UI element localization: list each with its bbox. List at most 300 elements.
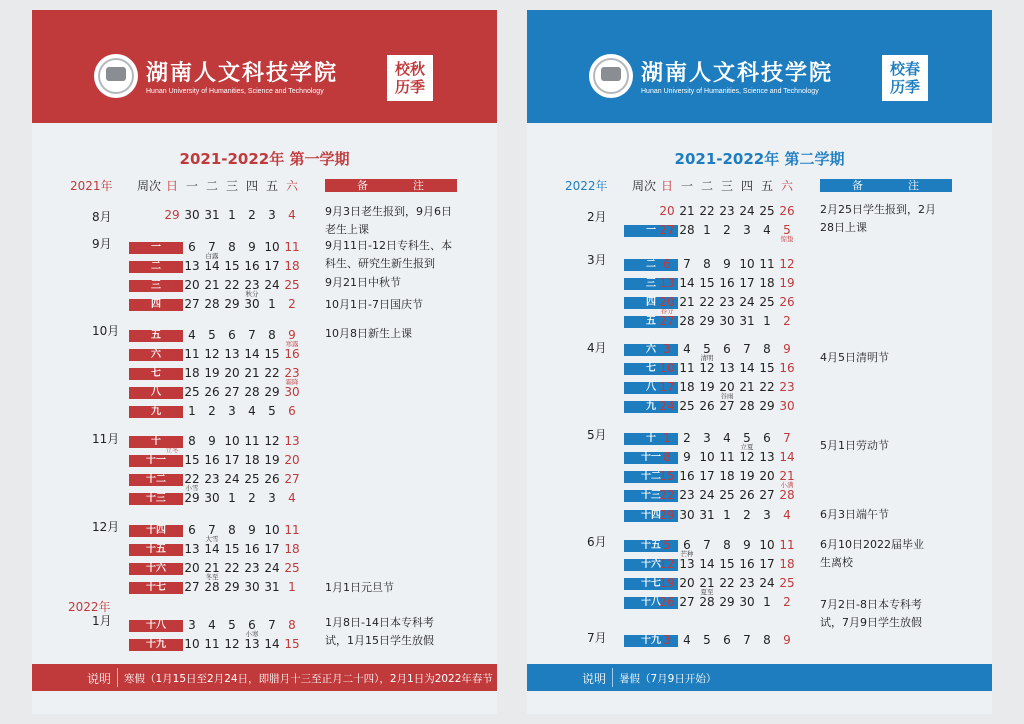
date-cell: 4 <box>288 208 296 222</box>
university-name-en: Hunan University of Humanities, Science and Technology <box>641 88 819 95</box>
week-badge: 七 <box>129 368 183 380</box>
note-line: 28日上课 <box>820 221 867 234</box>
date-cell: 21 <box>779 469 795 483</box>
date-cell: 24 <box>659 399 675 413</box>
note-entry <box>325 203 452 239</box>
date-cell: 12 <box>739 450 755 464</box>
footer-label: 说明 <box>582 672 607 686</box>
date-cell: 9 <box>783 342 791 356</box>
date-cell: 3 <box>743 223 751 237</box>
date-cell: 24 <box>739 204 755 218</box>
date-cell: 25 <box>284 561 300 575</box>
date-cell: 20 <box>719 380 735 394</box>
date-cell: 17 <box>739 276 755 290</box>
date-cell: 11 <box>759 257 775 271</box>
solar-term: 霜降 <box>285 378 299 386</box>
date-cell: 31 <box>264 580 280 594</box>
date-cell: 5 <box>703 633 711 647</box>
solar-term: 大雪 <box>205 535 219 543</box>
date-cell: 6 <box>248 618 256 632</box>
solar-term: 白露 <box>205 252 219 260</box>
date-cell: 19 <box>164 278 180 292</box>
day-header: 一 <box>185 179 198 193</box>
date-cell: 20 <box>224 366 240 380</box>
date-cell: 18 <box>719 469 735 483</box>
date-cell: 21 <box>679 295 695 309</box>
date-cell: 30 <box>779 399 795 413</box>
note-line: 7月2日-8日本专科考 <box>820 598 922 611</box>
date-cell: 16 <box>779 361 795 375</box>
date-cell: 20 <box>659 295 675 309</box>
solar-term: 小雪 <box>185 484 199 492</box>
week-badge: 十二 <box>624 471 678 483</box>
date-cell: 26 <box>779 204 795 218</box>
date-cell: 22 <box>224 561 240 575</box>
month-label: 1月 <box>92 614 112 628</box>
week-badge: 十一 <box>624 452 678 464</box>
date-cell: 14 <box>204 259 220 273</box>
date-cell: 5 <box>168 523 176 537</box>
date-cell: 9 <box>683 450 691 464</box>
date-cell: 24 <box>264 278 280 292</box>
date-cell: 29 <box>264 385 280 399</box>
date-cell: 19 <box>164 561 180 575</box>
date-cell: 14 <box>204 542 220 556</box>
solar-term: 冬至 <box>205 573 219 581</box>
date-cell: 23 <box>244 561 260 575</box>
date-cell: 9 <box>288 328 296 342</box>
week-badge: 十三 <box>624 490 678 502</box>
week-badge: 四 <box>129 299 183 311</box>
date-cell: 15 <box>699 276 715 290</box>
date-cell: 3 <box>168 328 176 342</box>
notes-header-char: 备 <box>852 179 863 192</box>
date-cell: 4 <box>723 431 731 445</box>
date-cell: 23 <box>719 295 735 309</box>
notes-header-char: 注 <box>413 179 424 192</box>
date-cell: 12 <box>699 361 715 375</box>
week-badge: 十五 <box>129 544 183 556</box>
week-badge: 一 <box>624 225 678 237</box>
date-cell: 17 <box>659 380 675 394</box>
note-entry <box>820 536 924 572</box>
date-cell: 16 <box>244 259 260 273</box>
date-cell: 29 <box>184 491 200 505</box>
date-cell: 9 <box>743 538 751 552</box>
week-badge: 五 <box>624 316 678 328</box>
date-cell: 6 <box>723 342 731 356</box>
date-cell: 14 <box>164 453 180 467</box>
date-cell: 25 <box>184 385 200 399</box>
note-entry <box>325 296 423 314</box>
date-cell: 19 <box>739 469 755 483</box>
date-cell: 10 <box>699 450 715 464</box>
date-cell: 27 <box>184 580 200 594</box>
date-cell: 3 <box>268 491 276 505</box>
date-cell: 30 <box>739 595 755 609</box>
date-cell: 29 <box>224 297 240 311</box>
note-entry <box>325 325 412 343</box>
date-cell: 19 <box>699 380 715 394</box>
seal-line: 历季 <box>889 78 920 96</box>
date-cell: 12 <box>779 257 795 271</box>
date-cell: 3 <box>663 342 671 356</box>
date-cell: 25 <box>779 576 795 590</box>
week-badge: 六 <box>129 349 183 361</box>
date-cell: 27 <box>719 399 735 413</box>
date-cell: 16 <box>679 469 695 483</box>
date-cell: 18 <box>679 380 695 394</box>
date-cell: 6 <box>723 633 731 647</box>
date-cell: 9 <box>723 257 731 271</box>
date-cell: 6 <box>288 404 296 418</box>
date-cell: 15 <box>224 259 240 273</box>
week-badge: 四 <box>624 297 678 309</box>
year-marker: 2022年 <box>68 600 111 614</box>
date-cell: 14 <box>244 347 260 361</box>
date-cell: 27 <box>679 595 695 609</box>
date-cell: 21 <box>164 472 180 486</box>
week-badge: 十六 <box>624 559 678 571</box>
date-cell: 22 <box>659 488 675 502</box>
date-cell: 2 <box>743 508 751 522</box>
date-cell: 7 <box>783 431 791 445</box>
date-cell: 24 <box>759 576 775 590</box>
date-cell: 5 <box>663 538 671 552</box>
date-cell: 29 <box>224 580 240 594</box>
date-cell: 10 <box>184 637 200 651</box>
date-cell: 11 <box>779 538 795 552</box>
date-cell: 6 <box>763 431 771 445</box>
solar-term: 立冬 <box>165 446 179 454</box>
note-line: 2月25日学生报到，2月 <box>820 203 936 216</box>
date-cell: 10 <box>224 434 240 448</box>
date-cell: 19 <box>779 276 795 290</box>
date-cell: 19 <box>264 453 280 467</box>
notes-header-char: 备 <box>357 179 368 192</box>
note-line: 10月1日-7日国庆节 <box>325 298 423 311</box>
week-badge: 十八 <box>129 620 183 632</box>
date-cell: 27 <box>759 488 775 502</box>
date-cell: 28 <box>699 595 715 609</box>
date-cell: 13 <box>284 434 300 448</box>
date-cell: 16 <box>739 557 755 571</box>
season-seal <box>882 55 928 101</box>
date-cell: 1 <box>288 580 296 594</box>
week-badge: 三 <box>129 280 183 292</box>
note-line: 生离校 <box>820 556 853 569</box>
footer-text: 暑假（7月9日开始） <box>619 673 717 685</box>
week-badge: 五 <box>129 330 183 342</box>
date-cell: 1 <box>268 297 276 311</box>
date-cell: 22 <box>759 380 775 394</box>
date-cell: 31 <box>164 404 180 418</box>
date-cell: 20 <box>284 453 300 467</box>
day-header: 六 <box>285 179 298 193</box>
semester-title: 2021-2022年 第二学期 <box>674 150 845 168</box>
date-cell: 25 <box>719 488 735 502</box>
date-cell: 8 <box>268 328 276 342</box>
date-cell: 26 <box>779 295 795 309</box>
date-cell: 7 <box>743 342 751 356</box>
semester-2-panel <box>527 10 992 714</box>
month-label: 11月 <box>92 432 120 446</box>
date-cell: 26 <box>204 385 220 399</box>
month-label: 2月 <box>587 210 607 224</box>
date-cell: 25 <box>679 399 695 413</box>
day-header: 六 <box>780 179 793 193</box>
date-cell: 7 <box>703 538 711 552</box>
date-cell: 12 <box>164 542 180 556</box>
date-cell: 29 <box>164 208 180 222</box>
date-cell: 13 <box>244 637 260 651</box>
month-label: 9月 <box>92 237 112 251</box>
date-cell: 10 <box>264 240 280 254</box>
week-badge: 九 <box>624 401 678 413</box>
date-cell: 7 <box>268 618 276 632</box>
solar-term: 芒种 <box>680 550 694 558</box>
month-label: 7月 <box>587 631 607 645</box>
note-entry <box>325 579 394 597</box>
note-entry <box>325 614 434 650</box>
date-cell: 22 <box>224 278 240 292</box>
date-cell: 15 <box>719 557 735 571</box>
date-cell: 3 <box>703 431 711 445</box>
month-label: 3月 <box>587 253 607 267</box>
date-cell: 7 <box>683 257 691 271</box>
year-label: 2021年 <box>70 179 113 193</box>
date-cell: 19 <box>204 366 220 380</box>
date-cell: 1 <box>228 208 236 222</box>
date-cell: 30 <box>184 208 200 222</box>
date-cell: 26 <box>739 488 755 502</box>
seal-line: 校春 <box>889 60 920 78</box>
date-cell: 28 <box>679 223 695 237</box>
year-label: 2022年 <box>565 179 608 193</box>
day-header: 三 <box>225 179 238 193</box>
date-cell: 22 <box>699 295 715 309</box>
date-cell: 2 <box>683 431 691 445</box>
date-cell: 2 <box>248 491 256 505</box>
date-cell: 20 <box>184 561 200 575</box>
date-cell: 20 <box>759 469 775 483</box>
date-cell: 27 <box>184 297 200 311</box>
date-cell: 20 <box>184 278 200 292</box>
date-cell: 9 <box>208 434 216 448</box>
date-cell: 6 <box>683 538 691 552</box>
date-cell: 28 <box>244 385 260 399</box>
date-cell: 17 <box>759 557 775 571</box>
date-cell: 24 <box>164 385 180 399</box>
week-badge: 八 <box>624 382 678 394</box>
semester-title: 2021-2022年 第一学期 <box>179 150 350 168</box>
day-header: 日 <box>165 179 178 193</box>
date-cell: 21 <box>679 204 695 218</box>
month-label: 4月 <box>587 341 607 355</box>
date-cell: 27 <box>659 223 675 237</box>
date-cell: 28 <box>679 314 695 328</box>
date-cell: 30 <box>204 491 220 505</box>
date-cell: 9 <box>248 240 256 254</box>
date-cell: 2 <box>723 223 731 237</box>
date-cell: 9 <box>248 523 256 537</box>
university-logo <box>94 54 138 98</box>
semester-1-panel <box>32 10 497 714</box>
date-cell: 8 <box>703 257 711 271</box>
note-entry <box>820 349 889 367</box>
day-header: 三 <box>720 179 733 193</box>
date-cell: 24 <box>264 561 280 575</box>
note-entry <box>325 237 452 273</box>
footer-bar <box>32 664 497 691</box>
solar-term: 谷雨 <box>720 392 734 400</box>
date-cell: 8 <box>763 633 771 647</box>
date-cell: 8 <box>723 538 731 552</box>
date-cell: 23 <box>779 380 795 394</box>
season-seal <box>387 55 433 101</box>
date-cell: 5 <box>208 328 216 342</box>
date-cell: 21 <box>204 561 220 575</box>
note-line: 试，1月15日学生放假 <box>325 634 434 647</box>
footer-divider <box>117 668 118 687</box>
footer-label: 说明 <box>87 672 112 686</box>
date-cell: 7 <box>208 523 216 537</box>
week-badge: 十 <box>624 433 678 445</box>
date-cell: 15 <box>659 469 675 483</box>
date-cell: 1 <box>188 404 196 418</box>
date-cell: 10 <box>164 347 180 361</box>
day-header: 二 <box>700 179 713 193</box>
date-cell: 8 <box>228 523 236 537</box>
note-line: 老生上课 <box>325 223 369 236</box>
date-cell: 25 <box>284 278 300 292</box>
date-cell: 5 <box>268 404 276 418</box>
date-cell: 8 <box>288 618 296 632</box>
university-name: 湖南人文科技学院 <box>641 60 834 86</box>
date-cell: 4 <box>683 633 691 647</box>
date-cell: 8 <box>663 450 671 464</box>
note-line: 9月21日中秋节 <box>325 276 401 289</box>
date-cell: 22 <box>184 472 200 486</box>
date-cell: 18 <box>779 557 795 571</box>
notes-header-char: 注 <box>908 179 919 192</box>
date-cell: 26 <box>659 595 675 609</box>
date-cell: 29 <box>759 399 775 413</box>
week-badge: 十 <box>129 436 183 448</box>
date-cell: 7 <box>168 434 176 448</box>
week-badge: 十七 <box>129 582 183 594</box>
note-line: 6月3日端午节 <box>820 508 889 521</box>
week-badge: 十三 <box>129 493 183 505</box>
date-cell: 12 <box>264 434 280 448</box>
solar-term: 秋分 <box>245 290 259 298</box>
date-cell: 20 <box>679 576 695 590</box>
date-cell: 17 <box>164 366 180 380</box>
note-line: 5月1日劳动节 <box>820 439 889 452</box>
date-cell: 21 <box>204 278 220 292</box>
date-cell: 1 <box>763 314 771 328</box>
date-cell: 29 <box>699 314 715 328</box>
date-cell: 15 <box>284 637 300 651</box>
date-cell: 13 <box>659 276 675 290</box>
date-cell: 30 <box>284 385 300 399</box>
date-cell: 5 <box>743 431 751 445</box>
date-cell: 3 <box>188 618 196 632</box>
date-cell: 6 <box>188 523 196 537</box>
week-badge: 九 <box>129 406 183 418</box>
date-cell: 21 <box>739 380 755 394</box>
date-cell: 3 <box>228 404 236 418</box>
date-cell: 13 <box>719 361 735 375</box>
date-cell: 23 <box>244 278 260 292</box>
date-cell: 27 <box>659 314 675 328</box>
note-line: 4月5日清明节 <box>820 351 889 364</box>
date-cell: 29 <box>719 595 735 609</box>
week-badge: 十四 <box>624 510 678 522</box>
solar-term: 小寒 <box>245 630 259 638</box>
solar-term: 春分 <box>660 307 674 315</box>
date-cell: 14 <box>679 276 695 290</box>
date-cell: 10 <box>659 361 675 375</box>
week-column-header: 周次 <box>632 179 657 193</box>
date-cell: 25 <box>759 295 775 309</box>
date-cell: 24 <box>699 488 715 502</box>
date-cell: 27 <box>284 472 300 486</box>
day-header: 日 <box>660 179 673 193</box>
date-cell: 31 <box>204 208 220 222</box>
logo-emblem <box>601 67 621 81</box>
date-cell: 4 <box>288 491 296 505</box>
day-header: 五 <box>760 179 773 193</box>
date-cell: 3 <box>663 633 671 647</box>
date-cell: 25 <box>759 204 775 218</box>
logo-emblem <box>106 67 126 81</box>
week-badge: 十七 <box>624 578 678 590</box>
solar-term: 清明 <box>700 354 714 362</box>
date-cell: 13 <box>759 450 775 464</box>
solar-term: 立夏 <box>740 443 754 451</box>
header-banner <box>527 10 992 123</box>
date-cell: 17 <box>264 542 280 556</box>
date-cell: 13 <box>184 542 200 556</box>
week-badge: 十四 <box>129 525 183 537</box>
week-column-header: 周次 <box>137 179 162 193</box>
date-cell: 3 <box>268 208 276 222</box>
date-cell: 11 <box>244 434 260 448</box>
week-badge: 十九 <box>624 635 678 647</box>
date-cell: 14 <box>779 450 795 464</box>
week-badge: 一 <box>129 242 183 254</box>
week-badge: 八 <box>129 387 183 399</box>
date-cell: 15 <box>184 453 200 467</box>
note-entry <box>820 201 936 237</box>
date-cell: 30 <box>244 580 260 594</box>
week-badge: 七 <box>624 363 678 375</box>
note-line: 9月11日-12日专科生、本 <box>325 239 452 252</box>
date-cell: 4 <box>248 404 256 418</box>
date-cell: 8 <box>763 342 771 356</box>
date-cell: 16 <box>284 347 300 361</box>
week-badge: 二 <box>624 259 678 271</box>
footer-bar <box>527 664 992 691</box>
date-cell: 21 <box>244 366 260 380</box>
date-cell: 22 <box>699 204 715 218</box>
week-badge: 六 <box>624 344 678 356</box>
date-cell: 18 <box>284 259 300 273</box>
notes-header <box>820 179 952 192</box>
solar-term: 寒露 <box>285 340 299 348</box>
date-cell: 30 <box>679 508 695 522</box>
